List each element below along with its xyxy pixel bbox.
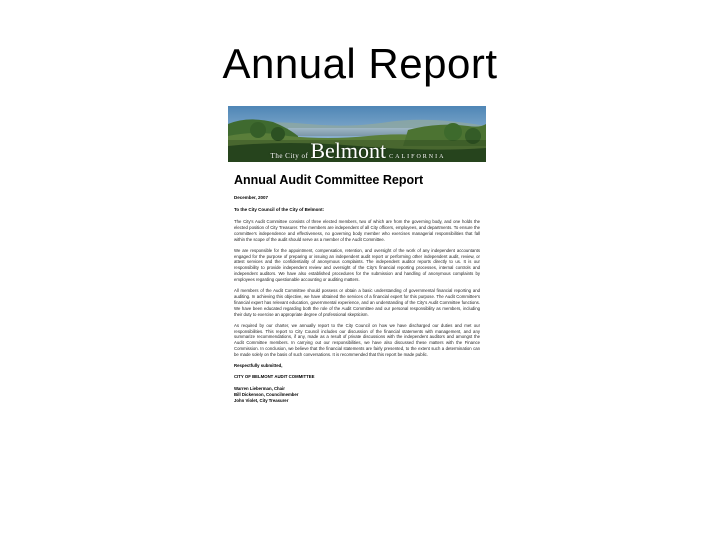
report-date: December, 2007 xyxy=(234,195,269,200)
signatory-item: Warren Lieberman, Chair xyxy=(234,385,285,391)
report-paragraph: As required by our charter, we annually report to the City Council on how we have discharged our duties and met our responsibilities. This report to City Council includes our discussion of the financial statements with management, and any summarize recommendations, if any, made as a result of private discussions with the independent auditors and amongst the Audit Committee members. In carrying out our responsibilities, we have also discussed these matters with the Finance Commission. In conclusion, we believe that the financial statements are fairly presented, to the extent such a determination can be made solely on the basis of such conversations. It is recommended that this report be made public. xyxy=(234,322,480,358)
banner-city-name: Belmont xyxy=(310,138,387,162)
report-body xyxy=(234,174,480,404)
banner-prefix: The City of xyxy=(270,152,309,160)
committee-name: CITY OF BELMONT AUDIT COMMITTEE xyxy=(234,373,315,379)
report-document xyxy=(228,106,486,468)
city-banner xyxy=(228,106,486,162)
report-closing: Respectfully submitted, xyxy=(234,363,283,369)
signatory-item: John Violet, City Treasurer xyxy=(234,397,289,403)
slide-title: Annual Report xyxy=(222,40,498,87)
report-salutation: To the City Council of the City of Belmont: xyxy=(234,207,325,212)
report-paragraph: All members of the Audit Committee should possess or obtain a basic understanding of governmental financial reporting and auditing. In achieving this objective, we have obtained the services of a financial expert for this purpose. The Audit Committee's financial expert has relevant education, governmental experience, and an understanding of the City's Audit Committee functions. We have been educated regarding both the role of the Audit Committee and our personal responsibility as members, including their duty to exercise an appropriate degree of professional skepticism. xyxy=(234,288,480,317)
report-paragraph: We are responsible for the appointment, compensation, retention, and oversight of the work of any independent accountants engaged for the purpose of preparing or issuing an independent audit report or performing other independent audit, review, or attest services and the confidentiality of anonymous complaints. The independent auditor reports directly to us. It is our responsibility to provide independent review and oversight of the City's financial reporting processes, internal controls and independent auditors. We have also established procedures for the submission and handling of anonymous complaints by employees regarding questionable accounting or auditing matters. xyxy=(234,247,480,283)
report-title: Annual Audit Committee Report xyxy=(234,173,424,187)
signatory-item: Bill Dickenson, Councilmember xyxy=(234,391,299,397)
report-paragraph: The City's Audit Committee consists of three elected members, two of which are from the governing body, and one holds the elected position of City Treasurer. The members are independent of all City officers, employees, and departments. To ensure the committee's independence and effectiveness, no governing body member who exercises managerial responsibilities that fall within the scope of the audit should serve as a member of the Audit Committee. xyxy=(234,219,480,242)
banner-wordmark xyxy=(228,140,486,162)
banner-state: CALIFORNIA xyxy=(389,154,446,160)
signatory-list xyxy=(234,386,480,404)
